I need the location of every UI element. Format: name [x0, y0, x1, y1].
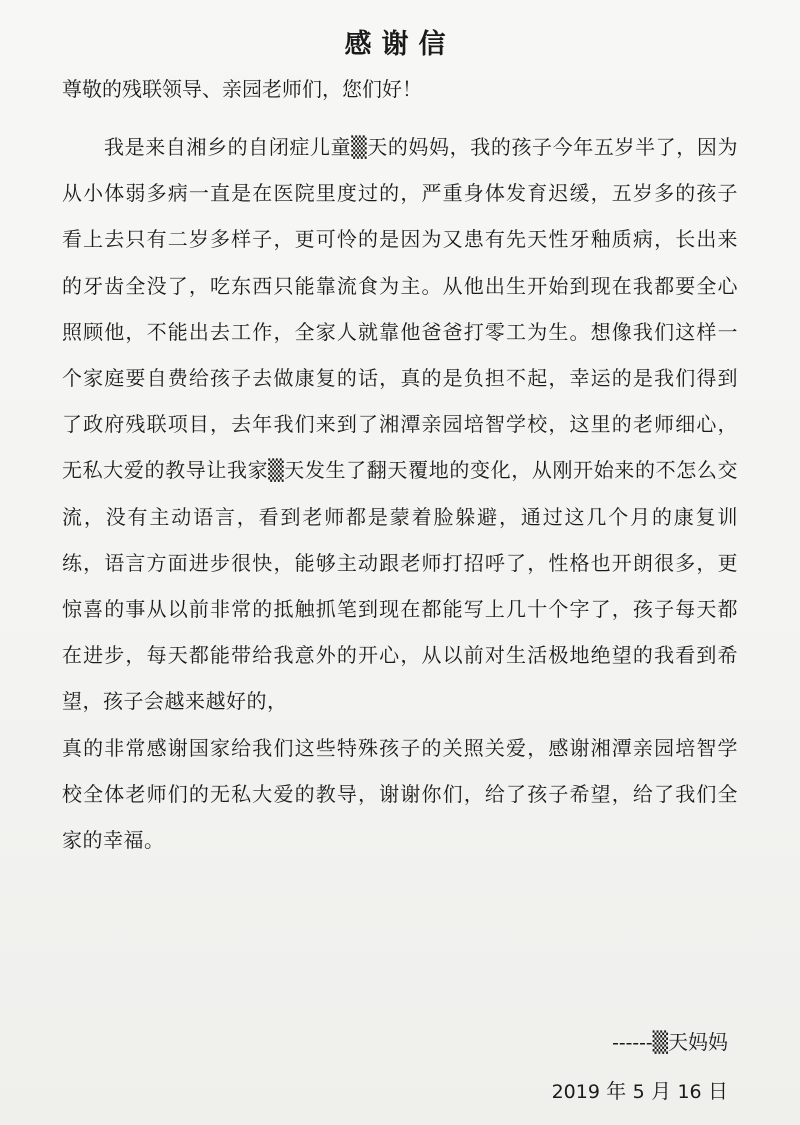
body-paragraph-1: 我是来自湘乡的自闭症儿童▒天的妈妈，我的孩子今年五岁半了，因为从小体弱多病一直是在医院里度过的，严重身体发育迟缓，五岁多的孩子看上去只有二岁多样子，更可怜的是因为又患有先天性牙釉质病，长出来的牙齿全没了，吃东西只能靠流食为主。从他出生开始到现在我都要全心照顾他，不能出去工作，全家人就靠他爸爸打零工为生。想像我们这样一个家庭要自费给孩子去做康复的话，真的是负担不起，幸运的是我们得到了政府残联项目，去年我们来到了湘潭亲园培智学校，这里的老师细心，无私大爱的教导让我家▒天发生了翻天覆地的变化，从刚开始来的不怎么交流，没有主动语言，看到老师都是蒙着脸躲避，通过这几个月的康复训练，语言方面进步很快，能够主动跟老师打招呼了，性格也开朗很多，更惊喜的事从以前非常的抵触抓笔到现在都能写上几十个字了，孩子每天都在进步，每天都能带给我意外的开心，从以前对生活极地绝望的我看到希望，孩子会越来越好的，	[62, 135, 738, 714]
body-paragraph-2: 真的非常感谢国家给我们这些特殊孩子的关照关爱，感谢湘潭亲园培智学校全体老师们的无私大爱的教导，谢谢你们，给了孩子希望，给了我们全家的幸福。	[62, 735, 738, 853]
letter-date	[552, 1076, 728, 1107]
letter-title: 感谢信	[344, 29, 456, 60]
letter-body	[62, 124, 738, 863]
date-day-label: 日	[708, 1079, 728, 1103]
date-year: 2019	[551, 1081, 600, 1103]
date-day: 16	[677, 1081, 702, 1103]
date-year-label: 年	[606, 1079, 627, 1103]
letter-signature: ------▒天妈妈	[612, 1030, 728, 1054]
date-month-label: 月	[651, 1079, 672, 1103]
date-month: 5	[632, 1081, 645, 1103]
letter-salutation: 尊敬的残联领导、亲园老师们，您们好！	[62, 77, 422, 101]
